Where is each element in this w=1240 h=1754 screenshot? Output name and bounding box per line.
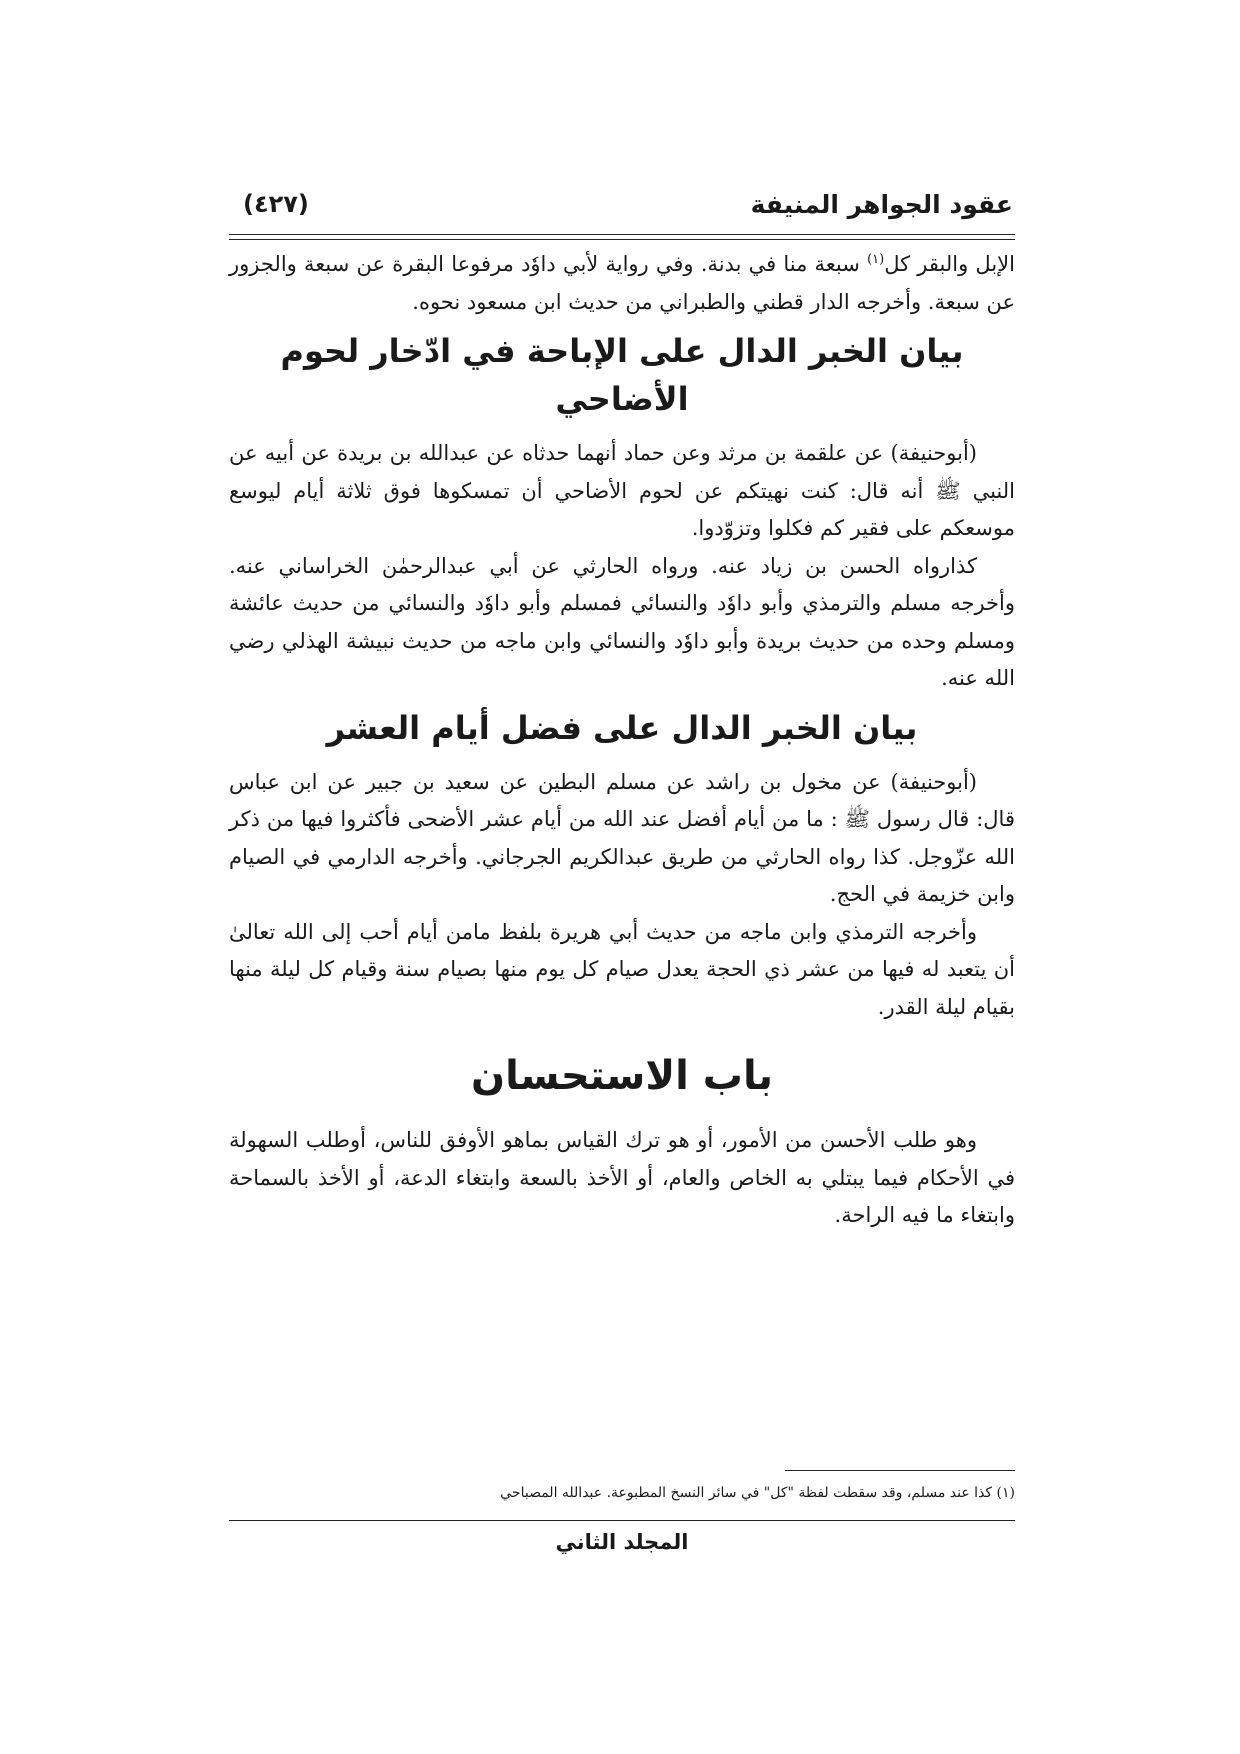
paragraph-4: (أبوحنيفة) عن مخول بن راشد عن مسلم البطين عن سعيد بن جبير عن ابن عباس قال: قال رسول ﷺ : ما من أيام أفضل عند الله من أيام عشر الأضحى فأكثروا فيها من ذكر الله عزّوجل. كذا رواه الحارثي من طريق عبدالكريم الجرجاني. وأخرجه الدارمي في الصيام وابن خزيمة في الحج. xyxy=(229,769,1015,906)
footer-rule xyxy=(229,1520,1015,1521)
volume-label: المجلد الثاني xyxy=(555,1530,689,1554)
header-rule xyxy=(229,234,1015,240)
page-number: (٤٢٧) xyxy=(243,190,309,218)
section-heading-sacrifice-meat: بيان الخبر الدال على الإباحة في ادّخار لحوم الأضاحي xyxy=(280,332,964,418)
paragraph-1-rest: سبعة منا في بدنة. وفي رواية لأبي داوٗد مرفوعا البقرة عن سبعة والجزور عن سبعة. وأخرجه الدار قطني والطبراني من حديث ابن مسعود نحوه. xyxy=(229,252,1015,314)
section-heading-ten-days: بيان الخبر الدال على فضل أيام العشر xyxy=(326,708,918,747)
paragraph-2: (أبوحنيفة) عن علقمة بن مرثد وعن حماد أنهما حدثاه عن عبدالله بن بريدة عن أبيه عن النبي ﷺ أنه قال: كنت نهيتكم عن لحوم الأضاحي أن تمسكوها فوق ثلاثة أيام ليوسع موسعكم على فقير كم فكلوا وتزوّدوا. xyxy=(229,441,1015,540)
paragraph-5: وأخرجه الترمذي وابن ماجه من حديث أبي هريرة بلفظ مامن أيام أحب إلى الله تعالىٰ أن يتعبد له فيها من عشر ذي الحجة يعدل صيام كل يوم منها بصيام سنة وقيام كل ليلة منها بقيام ليلة القدر. xyxy=(229,919,1015,1019)
paragraph-1-start: الإبل والبقر كل xyxy=(884,252,1015,276)
book-page xyxy=(229,190,1015,1590)
footnote-marker: (١) xyxy=(867,252,885,267)
footnote-rule xyxy=(785,1470,1015,1471)
paragraph-1 xyxy=(229,246,1015,321)
page-header xyxy=(229,190,1015,236)
paragraph-3: كذارواه الحسن بن زياد عنه. ورواه الحارثي عن أبي عبدالرحمٰن الخراساني عنه. وأخرجه مسلم والترمذي وأبو داوٗد والنسائي فمسلم وأبو داوٗد والنسائي من حديث عائشة ومسلم وحده من حديث بريدة وأبو داوٗد والنسائي وابن ماجه من حديث نبيشة الهذلي رضي الله عنه. xyxy=(229,553,1015,690)
paragraph-6: وهو طلب الأحسن من الأمور، أو هو ترك القياس بماهو الأوفق للناس، أوطلب السهولة في الأحكام فيما يبتلي به الخاص والعام، أو الأخذ بالسعة وابتغاء الدعة، أو الأخذ بالسماحة وابتغاء ما فيه الراحة. xyxy=(229,1128,1015,1227)
main-text xyxy=(229,246,1015,1235)
running-title: عقود الجواهر المنيفة xyxy=(750,190,1013,219)
chapter-heading-istihsan: باب الاستحسان xyxy=(470,1053,773,1099)
footnote: (١) كذا عند مسلم، وقد سقطت لفظة "كل" في سائر النسخ المطبوعة. عبدالله المصباحي xyxy=(500,1485,1015,1501)
